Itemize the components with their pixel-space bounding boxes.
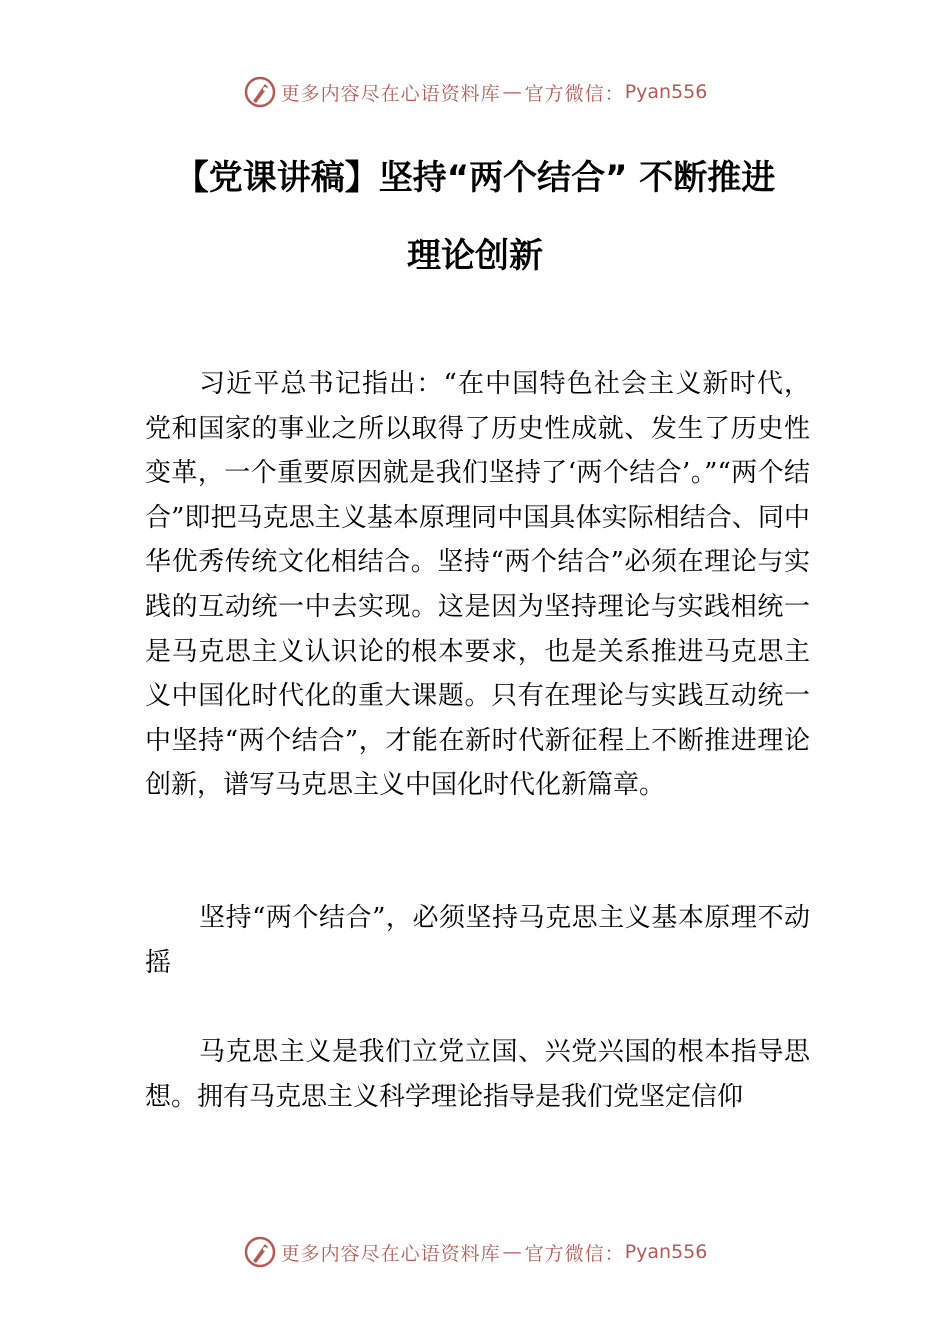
paragraph-3: 马克思主义是我们立党立国、兴党兴国的根本指导思想。拥有马克思主义科学理论指导是我们党坚定信仰 bbox=[145, 1037, 810, 1112]
paragraph-2-subheading: 坚持“两个结合”，必须坚持马克思主义基本原理不动摇 bbox=[145, 903, 810, 978]
banner-wechat-id: Pyan556 bbox=[624, 81, 708, 103]
paragraph-1: 习近平总书记指出：“在中国特色社会主义新时代，党和国家的事业之所以取得了历史性成就、发生了历史性变革，一个重要原因就是我们坚持了‘两个结合’。”“两个结合”即把马克思主义基本原理同中国具体实际相结合、同中华优秀传统文化相结合。坚持“两个结合”必须在理论与实践的互动统一中去实现。这是因为坚持理论与实践相统一是马克思主义认识论的根本要求，也是关系推进马克思主义中国化时代化的重大课题。只有在理论与实践互动统一中坚持“两个结合”，才能在新时代新征程上不断推进理论创新，谱写马克思主义中国化时代化新篇章。 bbox=[145, 369, 810, 801]
banner-wechat-label: 官方微信： bbox=[524, 1242, 625, 1265]
banner-separator: — bbox=[502, 81, 523, 103]
pen-nib-logo-icon bbox=[243, 1235, 277, 1269]
document-title-line-2: 理论创新 bbox=[407, 236, 543, 276]
banner-text: 更多内容尽在心语资料库 bbox=[280, 82, 501, 105]
pen-nib-logo-icon bbox=[243, 75, 277, 109]
banner-text: 更多内容尽在心语资料库 bbox=[280, 1242, 501, 1265]
header-banner bbox=[0, 72, 950, 112]
banner-wechat-id: Pyan556 bbox=[624, 1241, 708, 1263]
banner-separator: — bbox=[502, 1241, 523, 1263]
document-title-line-1: 【党课讲稿】坚持“两个结合” 不断推进 bbox=[174, 158, 776, 198]
footer-banner bbox=[0, 1232, 950, 1272]
banner-wechat-label: 官方微信： bbox=[524, 82, 625, 105]
